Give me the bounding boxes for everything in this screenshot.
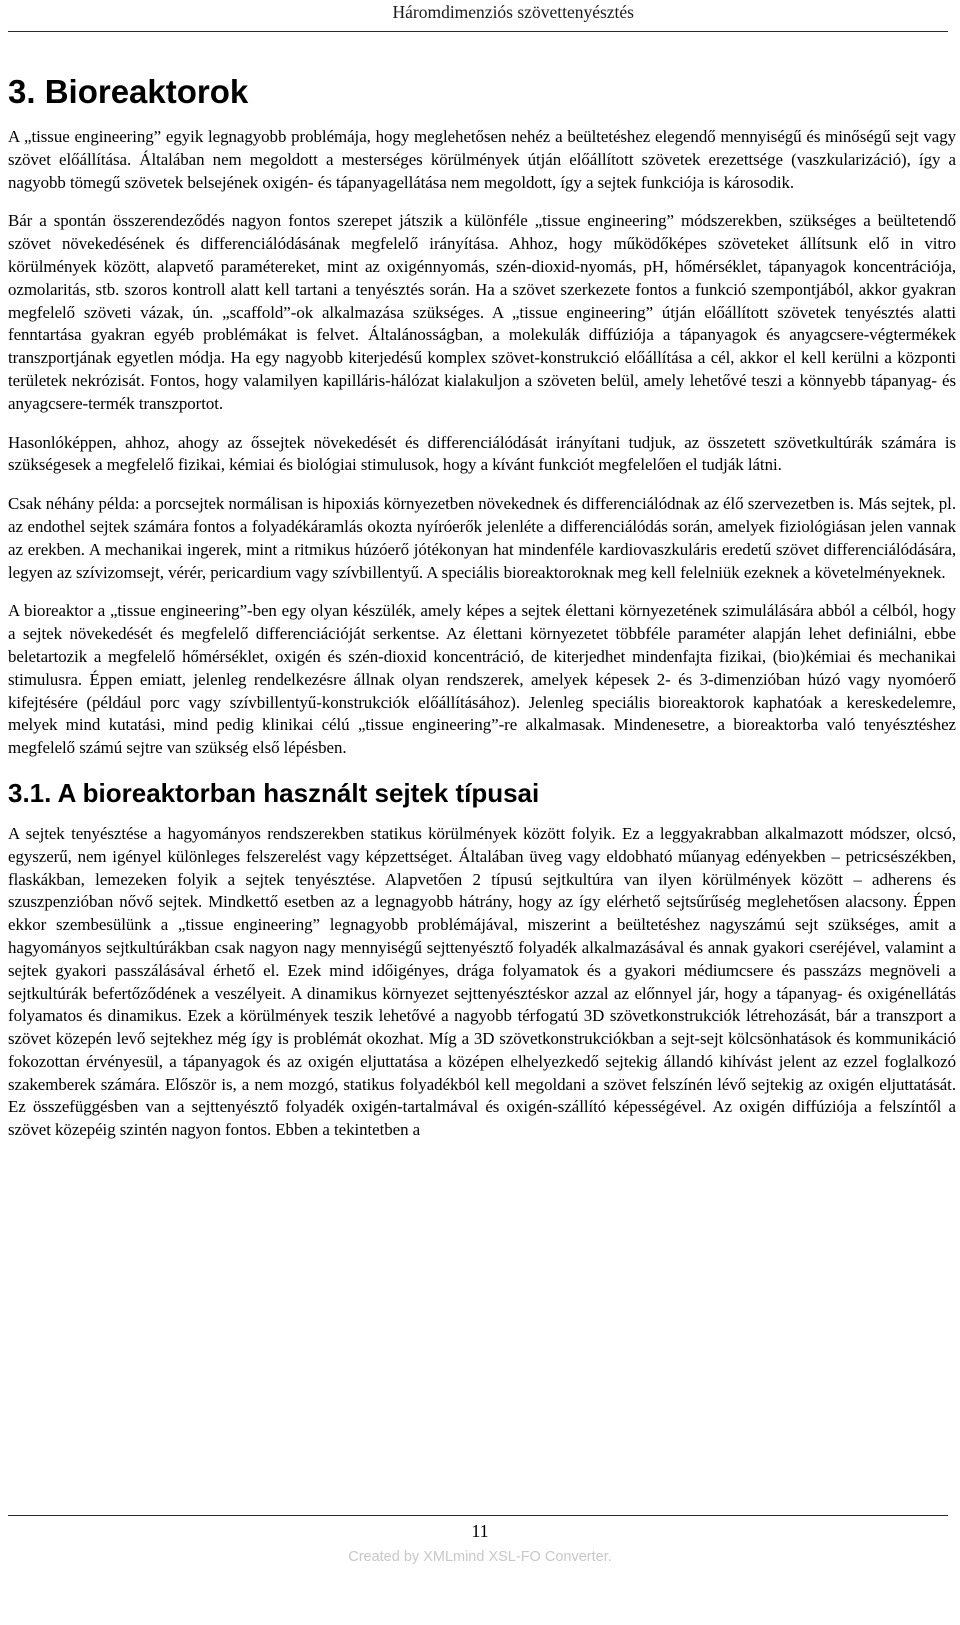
section-paragraph-1: A sejtek tenyésztése a hagyományos rendszerekben statikus körülmények között folyik. Ez a leggyakrabban alkalmazott módszer, olcsó, egyszerű, nem igényel különleges felszerelést vagy képzettséget. Általában üveg vagy eldobható műanyag edényekben – petricsészékben, flaskákban, lemezeken folyik a sejtek tenyésztése. Alapvetően 2 típusú sejtkultúra van ilyen körülmények között – adherens és szuszpenzióban nővő sejtek. Mindkettő esetben az a legnagyobb hátrány, hogy az így elérhető sejtsűrűség meglehetősen alacsony. Éppen ekkor szembesülünk a „tissue engineering” legnagyobb problémájával, miszerint a beültetéshez nagyszámú sejt szükséges, amit a hagyományos sejtkultúrákban csak nagyon nagy mennyiségű sejttenyésztő folyadék alkalmazásával és annak gyakori cseréjével, valamint a sejtek gyakori passzálásával érhető el. Ezek mind időigényes, drága folyamatok és a gyakori médiumcsere és passzázs megnöveli a sejtkultúrák befertőződének a veszélyeit. A dinamikus környezet sejttenyésztéskor azzal az előnnyel jár, hogy a tápanyag- és oxigénellátás folyamatos és dinamikus. Ezek a körülmények teszik lehetővé a nagyobb térfogatú 3D szövetkonstrukciók létrehozását, bár a transzport a szövet közepén levő sejtekhez még így is problémát okozhat. Míg a 3D szövetkonstrukciókban a sejt-sejt kölcsönhatások és kommunikáció fokozottan érvényesül, a tápanyagok és az oxigén eljuttatása a középen elhelyezkedő sejtekig állandó kihívást jelent az ezzel foglalkozó szakemberek számára. Először is, a nem mozgó, statikus folyadékból kell megoldani a szövet felszínén lévő sejtekig az oxigén eljuttatását. Ez összefüggésben van a sejttenyésztő folyadék oxigén-tartalmával és oxigén-szállító képességével. Az oxigén diffúziója a felszíntől a szövet közepéig szintén nagyon fontos. Ebben a tekintetben a [8,823,956,1140]
section-title: 3.1. A bioreaktorban használt sejtek típusai [8,777,540,808]
chapter-paragraph-3: Hasonlóképpen, ahhoz, ahogy az őssejtek növekedését és differenciálódását irányítani tudjuk, az összetett szövetkultúrák számára is szükségesek a megfelelő fizikai, kémiai és biológiai stimulusok, hogy a kívánt funkciót megfelelően el tudják látni. [8,432,956,475]
chapter-paragraph-5: A bioreaktor a „tissue engineering”-ben egy olyan készülék, amely képes a sejtek élettani környezetének szimulálására abból a célból, hogy a sejtek növekedését és megfelelő differenciációját serkentse. Az élettani környezetet többféle paraméter alapján lehet definiálni, ebbe beletartozik a megfelelő hőmérséklet, oxigén és szén-dioxid koncentráció, de kiterjedhet mindenfajta fizikai, (bio)kémiai és mechanikai stimulusra. Éppen emiatt, jelenleg rendelkezésre állnak olyan rendszerek, amelyek képesek 2- és 3-dimenzióban húzó vagy nyomóerő kifejtésére (például porc vagy szívbillentyű-konstrukciók előállításához). Jelenleg speciális bioreaktorok kaphatóak a kereskedelemre, melyek mind kutatási, mind pedig klinikai célú „tissue engineering”-re alkalmasak. Mindenesetre, a bioreaktorba való tenyésztéshez megfelelő számú sejtre van szükség első lépésben. [8,601,956,758]
generator-link[interactable]: XMLmind XSL-FO Converter [423,1549,608,1565]
header-divider [8,31,948,32]
generator-suffix: . [607,1549,612,1565]
generator-prefix: Created by [348,1549,424,1565]
running-header: Háromdimenziós szövettenyésztés [392,2,634,22]
page-content [8,72,956,1142]
page-number: 11 [471,1521,489,1541]
chapter-title: 3. Bioreaktorok [8,73,249,110]
chapter-paragraph-2: Bár a spontán összerendeződés nagyon fontos szerepet játszik a különféle „tissue engineering” módszerekben, szükséges a beültetendő szövet növekedésének és differenciálódásának megfelelő irányítása. Ahhoz, hogy működőképes szöveteket állítsunk elő in vitro körülmények között, alapvető paramétereket, mint az oxigénnyomás, szén-dioxid-nyomás, pH, hőmérséklet, tápanyagok koncentrációja, ozmolaritás, stb. szoros kontroll alatt kell tartani a tenyésztés során. Ha a szövet szerkezete fontos a funkció szempontjából, akkor gyakran megfelelő szöveti vázak, ún. „scaffold”-ok alkalmazása szükséges. A „tissue engineering” útján előállított szövetek tenyésztés alatti fenntartása gyakran egyéb problémákat is felvet. Általánosságban, a molekulák diffúziója a tápanyagok és anyagcsere-végtermékek transzportjának egyetlen módja. Ha egy nagyobb kiterjedésű komplex szövet-konstrukció előállítása a cél, akkor el kell kerülni a központi területek nekrózisát. Fontos, hogy valamilyen kapilláris-hálózat kialakuljon a szöveten belül, amely lehetővé teszi a könnyebb tápanyag- és anyagcsere-termék transzportot. [8,211,956,413]
chapter-paragraph-1: A „tissue engineering” egyik legnagyobb problémája, hogy meglehetősen nehéz a beültetéshez elegendő mennyiségű és minőségű sejt vagy szövet előállítása. Általában nem megoldott a mesterséges körülmények útján előállított szövetek erezettsége (vaszkularizáció), így a nagyobb tömegű szövetek belsejének oxigén- és tápanyagellátása nem megoldott, így a sejtek funkciója is károsodik. [8,127,956,192]
footer-divider [8,1515,948,1516]
chapter-paragraph-4: Csak néhány példa: a porcsejtek normálisan is hipoxiás környezetben növekednek és differenciálódnak az élő szervezetben is. Más sejtek, pl. az endothel sejtek számára fontos a folyadékáramlás okozta nyíróerők jelenléte a differenciálódás során, amelyek fiziológiásan jelen vannak az erekben. A mechanikai ingerek, mint a ritmikus húzóerő jótékonyan hat mindenféle kardiovaszkuláris eredetű szövet differenciálódására, legyen az szívizomsejt, vérér, pericardium vagy szívbillentyű. A speciális bioreaktoroknak meg kell felelniük ezeknek a követelményeknek. [8,494,956,582]
generator-note [0,1547,960,1567]
